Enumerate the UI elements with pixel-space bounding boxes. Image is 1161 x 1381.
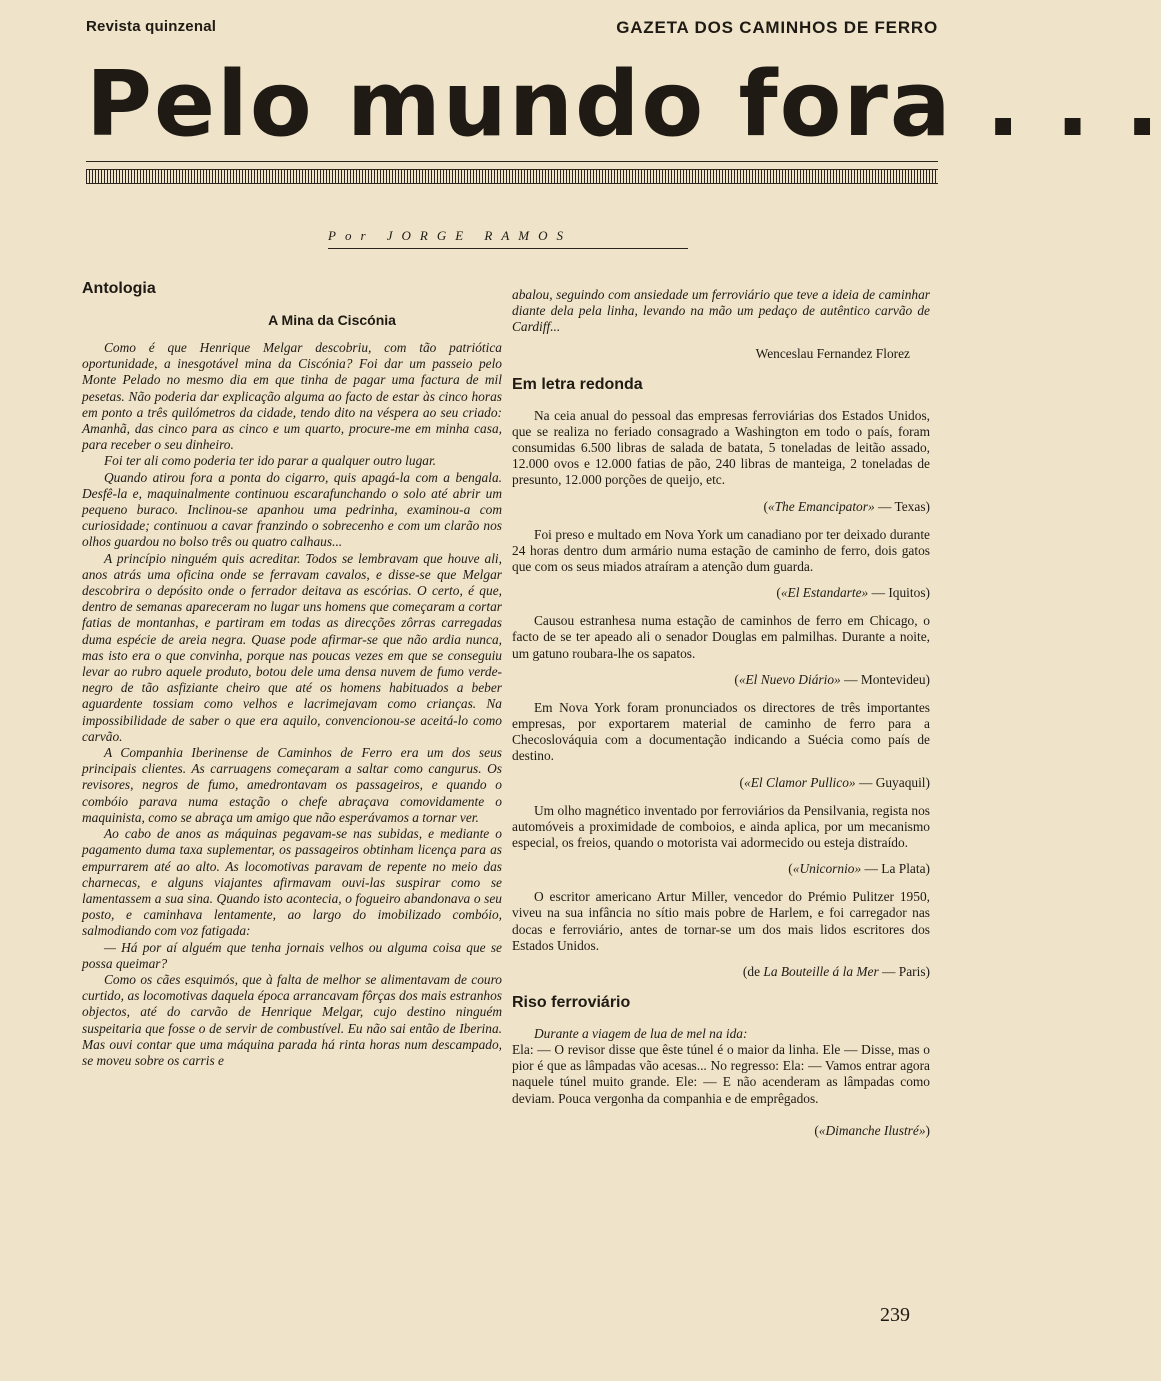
page-number: 239 bbox=[880, 1304, 910, 1326]
joke-text: Ela: — O revisor disse que êste túnel é o maior da linha. Ele — Disse, mas o pior é que as lâmpadas vão acesas... No regresso: Ela: — Vamos entrar agora naquele túnel muito grande. Ele: — E não acenderam as lâmpadas como deviam. Pouca vergonha da companhia e de emprêgados. bbox=[512, 1042, 930, 1106]
byline: Por JORGE RAMOS bbox=[328, 228, 573, 243]
continuation-text: abalou, seguindo com ansiedade um ferroviário que teve a ideia de caminhar diante dela pela linha, levando na mão um pedaço de autêntico carvão de Cardiff... bbox=[512, 287, 930, 335]
news-item: Foi preso e multado em Nova York um canadiano por ter deixado durante 24 horas dentro dum armário numa estação de caminho de ferro, dois gatos que com os seus miados atraíram a atenção dum guarda. bbox=[512, 526, 930, 575]
news-source: («El Nuevo Diário» — Montevideu) bbox=[734, 671, 930, 687]
news-item: Um olho magnético inventado por ferroviários da Pensilvania, regista nos automóveis a proximidade de comboios, e ainda aplica, por um mecanismo especial, os freios, quando o motorista vai adormecido ou esteja distraído. bbox=[512, 802, 930, 851]
title-hatched-band bbox=[86, 169, 938, 184]
news-source: («El Estandarte» — Iquitos) bbox=[776, 585, 930, 601]
left-paragraph: Como é que Henrique Melgar descobriu, com tão patriótica oportunidade, a inesgotável mina da Ciscónia? Foi dar um passeio pelo Monte Pelado no mesmo dia em que tinha de pagar uma factura de mil pesetas. Não poderia dar explicação alguma ao facto de estar às cinco horas em ponto a três quilómetros da cidade, tendo dito na véspera ao seu criado: Amanhã, das cinco para as cinco e um quarto, procure-me em minha casa, para receber o seu dinheiro. bbox=[82, 340, 502, 453]
news-source: (de La Bouteille á la Mer — Paris) bbox=[742, 964, 930, 980]
byline-rule bbox=[328, 248, 688, 249]
left-paragraph: A Companhia Iberinense de Caminhos de Ferro era um dos seus principais clientes. As carruagens começaram a saltar como cangurus. Os revisores, negros de fumo, amedrontavam os passageiros, e quando o combóio parava numa estação o chefe abraçava comovidamente o maquinista, como se abraça um amigo que não esperávamos a tornar ver. bbox=[82, 745, 502, 825]
joke-source: («Dimanche Ilustré») bbox=[814, 1122, 930, 1138]
news-item: Em Nova York foram pronunciados os directores de três importantes empresas, por exportarem material de caminho de ferro para a Checoslováquia com a documentação indicando a Suécia como país de destino. bbox=[512, 699, 930, 764]
left-column bbox=[82, 280, 502, 1069]
news-item: O escritor americano Artur Miller, vencedor do Prémio Pulitzer 1950, viveu na sua infância no sítio mais pobre de Harlem, e foi carregador nas docas e ferroviário, antes de tornar-se um dos mais lidos escritores dos Estados Unidos. bbox=[512, 889, 930, 953]
section-title-em-letra-redonda: Em letra redonda bbox=[512, 375, 643, 393]
right-column bbox=[512, 287, 930, 1149]
left-paragraph: Ao cabo de anos as máquinas pegavam-se nas subidas, e mediante o pagamento duma taxa suplementar, os passageiros obtinham licença para as empurrarem até ao alto. As locomotivas paravam de repente no meio das charnecas, e alguns viajantes afirmavam ouvi-las suspirar como se lamentassem a sua sina. Quando isto acontecia, o fogueiro abandonava o seu posto, e caminhava lentamente, ao largo do imobilizado combóio, salmodiando com voz fatigada: bbox=[82, 826, 502, 939]
header-periodicity: Revista quinzenal bbox=[86, 18, 217, 35]
continuation-author: Wenceslau Fernandez Florez bbox=[755, 345, 910, 361]
left-paragraph: Quando atirou fora a ponta do cigarro, quis apagá-la com a bengala. Desfê-la e, maquinalmente continuou escarafunchando o solo até abrir um pequeno buraco. Inclinou-se apanhou uma pedrinha, examinou-a com curiosidade; continuou a cavar franzindo o sobrecenho e com um clarão nos olhos guardou no bolso três ou quatro calhaus... bbox=[82, 469, 502, 550]
news-source: («Unicornio» — La Plata) bbox=[788, 861, 930, 877]
article-subtitle: A Mina da Ciscónia bbox=[268, 312, 396, 328]
section-title-antologia: Antologia bbox=[82, 280, 156, 297]
section-title-riso-ferroviario: Riso ferroviário bbox=[512, 994, 631, 1012]
left-paragraph: Como os cães esquimós, que à falta de melhor se alimentavam de couro curtido, as locomotivas daquela época arrancavam fôrças dos mais estranhos objectos, até do carvão de Henrique Melgar, cujo destino ninguém suspeitaria que fosse o de servir de combustível. Eu não sai então de Iberina. Mas ouvi contar que uma máquina parada há rinta horas num descampado, se moveu sobre os carris e bbox=[82, 971, 502, 1068]
left-paragraph: — Há por aí alguém que tenha jornais velhos ou alguma coisa que se possa queimar? bbox=[82, 939, 502, 971]
left-paragraph: A princípio ninguém quis acreditar. Todos se lembravam que houve ali, anos atrás uma oficina onde se ferravam cavalos, e disse-se que Melgar descobrira o depósito onde o ferrador deitava as escórias. O certo, é que, dentro de semanas apareceram no lugar uns homens que começaram a cortar fatias de montanhas, e partiram em todas as direcções zôrras carregadas duma espécie de areia negra. Quase pode afirmar-se que não ardia nunca, mas isto era o que convinha, porque nas poucas vezes em que se conseguiu levar ao rubro aquele produto, botou dele uma densa nuvem de fumo verde-negro de tão asfiziante cheiro que até os homens habituados a beber aguardente tossiam como velhos e lacrimejavam como crianças. Na impossibilidade de saber o que era aquilo, convencionou-se aceitá-lo como carvão. bbox=[82, 550, 502, 744]
news-source: («El Clamor Pullico» — Guyaquil) bbox=[739, 774, 930, 790]
title-rule-top bbox=[86, 161, 938, 162]
joke-lead: Durante a viagem de lua de mel na ida: bbox=[534, 1026, 748, 1042]
header-publication: GAZETA DOS CAMINHOS DE FERRO bbox=[616, 18, 938, 37]
left-paragraph: Foi ter ali como poderia ter ido parar a qualquer outro lugar. bbox=[104, 453, 437, 469]
news-source: («The Emancipator» — Texas) bbox=[763, 498, 930, 514]
news-item: Causou estranhesa numa estação de caminhos de ferro em Chicago, o facto de se ter apeado ali o senador Douglas em palmilhas. Durante a noite, um gatuno roubara-lhe os sapatos. bbox=[512, 613, 930, 661]
page-title: Pelo mundo fora . . . bbox=[86, 52, 1161, 157]
news-item: Na ceia anual do pessoal das empresas ferroviárias dos Estados Unidos, que se realiza no feriado consagrado a Washington em todo o país, foram consumidas 6.500 libras de salada de batata, 5 toneladas de leitão assado, 12.000 ovos e 12.000 fatias de pão, 240 libras de manteiga, 2 toneladas de presunto, 12.000 porções de queijo, etc. bbox=[512, 407, 930, 488]
